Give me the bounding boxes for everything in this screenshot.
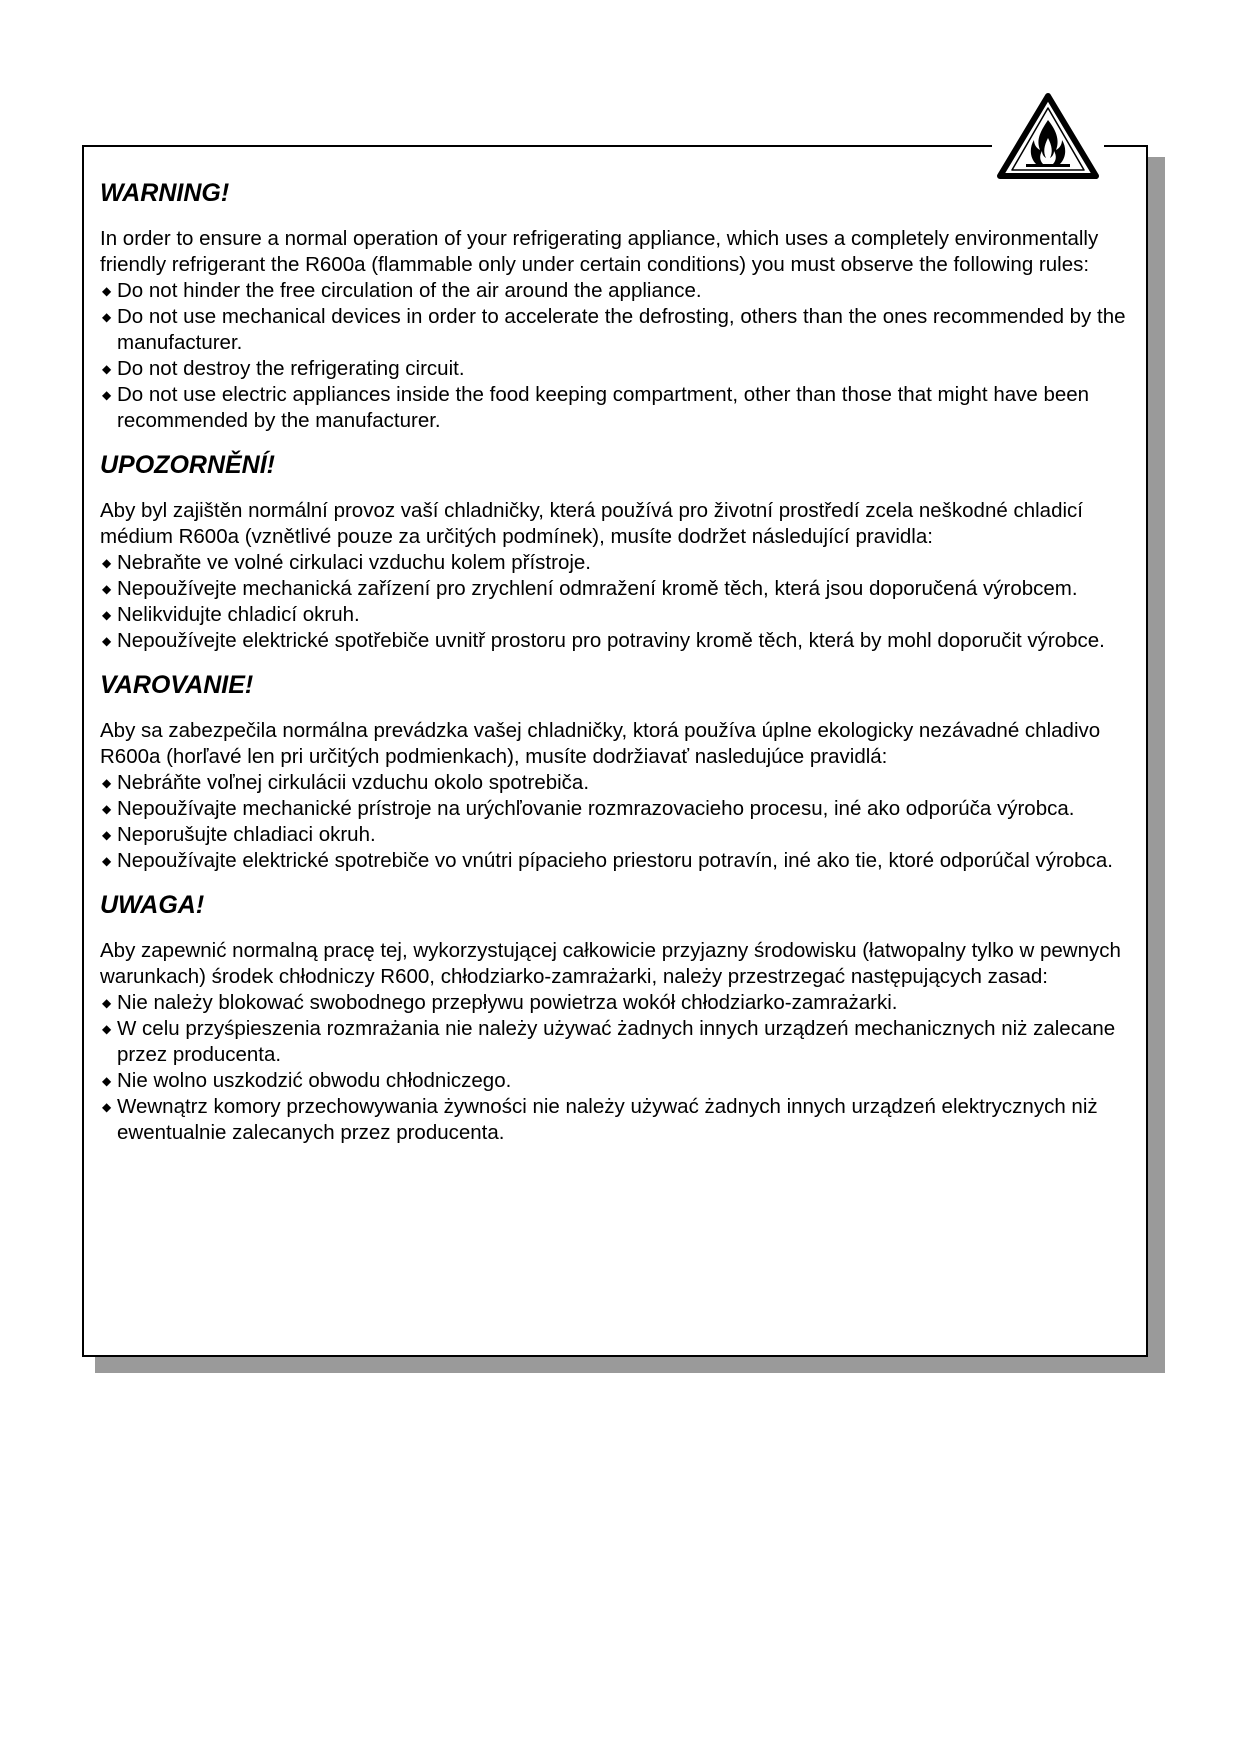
rule-text: Do not destroy the refrigerating circuit. — [117, 357, 465, 380]
rule-item — [100, 278, 1140, 304]
rule-text: Nie należy blokować swobodnego przepływu powietrza wokół chłodziarko-zamrażarki. — [117, 991, 898, 1014]
bullet-icon: ◆ — [102, 1022, 112, 1036]
rule-item — [100, 356, 1140, 382]
section-heading: WARNING! — [100, 179, 230, 207]
section-intro: In order to ensure a normal operation of your refrigerating appliance, which uses a completely environmentally friendly refrigerant the R600a (flammable only under certain conditions) you must observe the following rules: — [100, 227, 1099, 276]
bullet-icon: ◆ — [102, 1100, 112, 1114]
rule-text: Neporušujte chladiaci okruh. — [117, 823, 376, 846]
bullet-icon: ◆ — [102, 828, 112, 842]
bullet-icon: ◆ — [102, 388, 112, 402]
rule-item — [100, 770, 1140, 796]
section-english — [100, 178, 1140, 434]
rule-text: Do not hinder the free circulation of the air around the appliance. — [117, 279, 702, 302]
section-czech — [100, 450, 1140, 654]
bullet-icon: ◆ — [102, 556, 112, 570]
rule-item — [100, 1094, 1140, 1146]
bullet-icon: ◆ — [102, 310, 112, 324]
rule-item — [100, 796, 1140, 822]
warning-content — [100, 170, 1140, 1162]
bullet-icon: ◆ — [102, 776, 112, 790]
rule-text: Nepoužívejte mechanická zařízení pro zrychlení odmražení kromě těch, která jsou doporučená výrobcem. — [117, 577, 1078, 600]
section-polish — [100, 890, 1140, 1146]
bullet-icon: ◆ — [102, 854, 112, 868]
rule-text: Nebraňte ve volné cirkulaci vzduchu kolem přístroje. — [117, 551, 591, 574]
rule-text: Do not use mechanical devices in order to accelerate the defrosting, others than the ones recommended by the manufacturer. — [117, 305, 1126, 354]
rule-text: Nepoužívajte mechanické prístroje na urýchľovanie rozmrazovacieho procesu, iné ako odporúča výrobca. — [117, 797, 1075, 820]
section-heading: VAROVANIE! — [100, 671, 254, 699]
rules-list — [100, 990, 1140, 1146]
rule-text: Nelikvidujte chladicí okruh. — [117, 603, 360, 626]
bullet-icon: ◆ — [102, 802, 112, 816]
rule-text: Nepoužívajte elektrické spotrebiče vo vnútri pípacieho priestoru potravín, iné ako tie, ktoré odporúčal výrobca. — [117, 849, 1113, 872]
section-slovak — [100, 670, 1140, 874]
section-heading: UPOZORNĚNÍ! — [100, 451, 275, 479]
bullet-icon: ◆ — [102, 284, 112, 298]
rule-text: Nebráňte voľnej cirkulácii vzduchu okolo spotrebiča. — [117, 771, 590, 794]
rule-item — [100, 628, 1140, 654]
section-intro: Aby sa zabezpečila normálna prevádzka vašej chladničky, ktorá používa úplne ekologicky nezávadné chladivo R600a (horľavé len pri určitých podmienkach), musíte dodržiavať nasledujúce pravidlá: — [100, 719, 1101, 768]
rule-text: Wewnątrz komory przechowywania żywności nie należy używać żadnych innych urządzeń elektrycznych niż ewentualnie zalecanych przez producenta. — [117, 1095, 1098, 1144]
rule-item — [100, 990, 1140, 1016]
rule-item — [100, 848, 1140, 874]
rule-text: Nie wolno uszkodzić obwodu chłodniczego. — [117, 1069, 512, 1092]
section-intro: Aby zapewnić normalną pracę tej, wykorzystującej całkowicie przyjazny środowisku (łatwopalny tylko w pewnych warunkach) środek chłodniczy R600, chłodziarko-zamrażarki, należy przestrzegać następujących zasad: — [100, 939, 1121, 988]
bullet-icon: ◆ — [102, 582, 112, 596]
bullet-icon: ◆ — [102, 1074, 112, 1088]
rule-text: W celu przyśpieszenia rozmrażania nie należy używać żadnych innych urządzeń mechanicznych niż zalecane przez producenta. — [117, 1017, 1116, 1066]
rule-item — [100, 382, 1140, 434]
rules-list — [100, 550, 1140, 654]
section-intro: Aby byl zajištěn normální provoz vaší chladničky, která používá pro životní prostředí zcela neškodné chladicí médium R600a (vznětlivé pouze za určitých podmínek), musíte dodržet následující pravidla: — [100, 499, 1083, 548]
bullet-icon: ◆ — [102, 996, 112, 1010]
rule-item — [100, 304, 1140, 356]
rule-item — [100, 1068, 1140, 1094]
rule-item — [100, 1016, 1140, 1068]
bullet-icon: ◆ — [102, 362, 112, 376]
rule-item — [100, 550, 1140, 576]
section-heading: UWAGA! — [100, 891, 205, 919]
rule-item — [100, 576, 1140, 602]
bullet-icon: ◆ — [102, 634, 112, 648]
rules-list — [100, 770, 1140, 874]
rule-item — [100, 822, 1140, 848]
rule-text: Nepoužívejte elektrické spotřebiče uvnitř prostoru pro potraviny kromě těch, která by mohl doporučit výrobce. — [117, 629, 1105, 652]
rules-list — [100, 278, 1140, 434]
rule-item — [100, 602, 1140, 628]
bullet-icon: ◆ — [102, 608, 112, 622]
rule-text: Do not use electric appliances inside the food keeping compartment, other than those that might have been recommended by the manufacturer. — [117, 383, 1090, 432]
